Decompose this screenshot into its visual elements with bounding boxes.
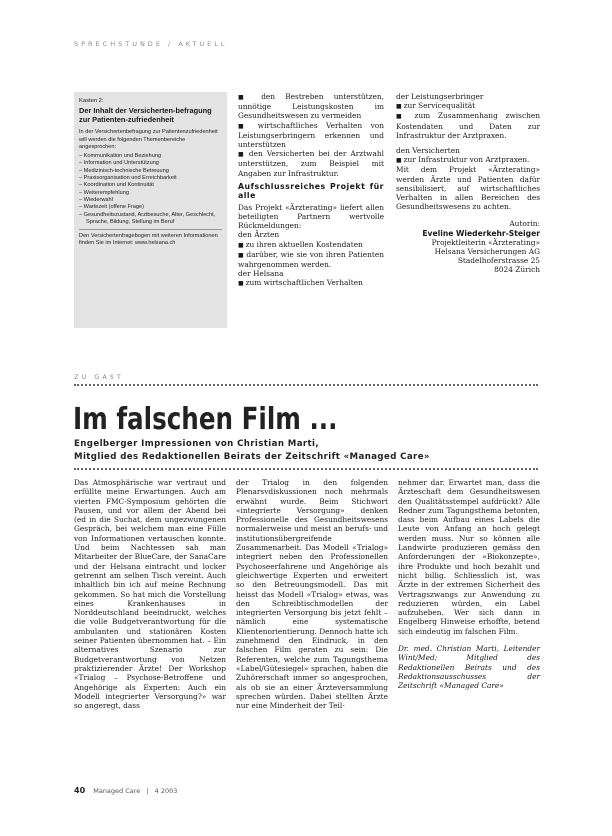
top-column-3 (396, 92, 540, 275)
box-list-item: – Weiterempfehlung (79, 190, 222, 197)
author-name: Eveline Wiederkehr-Steiger (422, 228, 540, 238)
box-heading: Der Inhalt der Versicherten-befragung zur Patienten-zufriedenheit (79, 106, 212, 125)
author-line: Projektleiterin «Ärzterating» (431, 237, 540, 247)
box-list-item: – Wartezeit (offene Frage) (79, 204, 222, 211)
bullet-item: ■ den Versicherten bei der Arztwahl unterstützen, zum Beispiel mit Angaben zur Infrastruktur. (238, 149, 384, 178)
box-list-item: – Information und Unterstützung (79, 160, 222, 167)
box-list-item: – Medizinisch-technische Betreuung (79, 168, 222, 175)
page-number: 40 (74, 786, 86, 795)
page-footer: 40 Managed Care | 4 2003 (74, 786, 178, 795)
group-label: der Helsana (238, 269, 284, 279)
article-column-2 (236, 478, 388, 710)
bullet-item: ■ zur Infrastruktur von Arztpraxen. (396, 155, 540, 165)
box-list-item: – Kommunikation und Beziehung (79, 153, 222, 160)
box-intro: In der Versichertenbefragung zur Patientenzufriedenheit will werden die folgenden Themenbereiche angesprochen: (79, 129, 218, 150)
article-kicker: ZU GAST (74, 373, 124, 381)
box-list-item: – Koordination und Kontinuität (79, 182, 222, 189)
bullet-item: ■ zu ihren aktuellen Kostendaten (238, 240, 384, 250)
author-line: Helsana Versicherungen AG (434, 247, 540, 257)
box-list (79, 153, 222, 226)
article-text: Das Atmosphärische war vertraut und erfüllte meine Erwartungen. Auch am vierten FMC-Symposium gehörten die Pausen, und vor allem der Abend bei (ed in die Suchat, dem ungezwungenen Gespräch, bei welchem man eine Fülle von Informationen vertauschen konnte. Und beim Nachtessen sah man Mitarbeiter der BlueCare, der SanaCare und der Helsana eintracht und locker getrennt am selben Tisch vereint. Auch inhaltlich bin ich auf meine Rechnung gekommen. So hat mich die Vorstellung eines Krankenhauses in Norddeutschland beeindruckt, welches die volle Budgetverantwortung für die ambulanten und stationären Kosten seiner Patienten übernommen hat. – Ein alternatives Szenario zur Budgetverantwortung von Netzen praktizierender Ärzte! Der Workshop «Trialog – Psychose-Betroffene und Angehörige als Experten: Auch ein Modell integrierter Versorgung?» war so angeregt, dass (74, 478, 226, 711)
article-column-3 (398, 478, 540, 691)
bullet-item: ■ den Bestreben unterstützen, unnötige Leistungskosten im Gesundheitswesen zu vermeiden (238, 92, 384, 121)
box-label: Kasten 2: (79, 98, 104, 104)
issue-number: 4 2003 (154, 787, 178, 795)
group-label: den Ärzten (238, 230, 280, 240)
article-subtitle: Engelberger Impressionen von Christian Marti, (74, 439, 320, 449)
bullet-item: ■ zur Servicequalität (396, 101, 540, 111)
paragraph: Mit dem Projekt «Ärzterating» werden Ärzte und Patienten dafür sensibilisiert, auf wirtschaftliches Verhalten in allen Bereichen des Gesundheitswesens zu achten. (396, 165, 540, 212)
author-line: 8024 Zürich (494, 265, 540, 275)
section-heading: Aufschlussreiches Projekt für alle (238, 181, 384, 201)
box-list-item: – Praxisorganisation und Erreichbarkeit (79, 175, 222, 182)
bullet-item: ■ zum wirtschaftlichen Verhalten (238, 278, 384, 288)
paragraph: der Leistungserbringer (396, 92, 484, 101)
author-line: Stadelhoferstrasse 25 (457, 256, 540, 266)
article-text: nehmer dar. Erwartet man, dass die Ärzteschaft dem Gesundheitswesen den Qualitätsstempel aufdrückt? Alle Redner zum Tagungsthema betonten, dass beim Aufbau eines Labels die Leute von Anfang an hoch gelegt werden muss. Nur so können alle Landwirte produzieren gemäss den Anforderungen der «Biokonzepte», ihre Produkte und hoch bezahlt und nicht billig. Schliesslich ist, was Ärzte in der extremen Sicherheit des Vertragszwangs zur Anwendung zu reduzieren würden, ein Label aufzuheben. Wer sich dann in Engelberg Hinweise erhoffte, betend sich eindeutig im falschen Film. (398, 478, 540, 636)
section-kicker: SPRECHSTUNDE / AKTUELL (74, 40, 228, 48)
article-column-1 (74, 478, 226, 710)
article-title: Im falschen Film ... (73, 402, 338, 437)
bullet-item: ■ wirtschaftliches Verhalten von Leistungserbringern erkennen und unterstützen (238, 121, 384, 150)
bullet-item: ■ darüber, wie sie von ihren Patienten wahrgenommen werden. (238, 250, 384, 269)
group-label: den Versicherten (396, 146, 460, 156)
bullet-item: ■ zum Zusammenhang zwischen Kostendaten und Daten zur Infrastruktur der Arztpraxen. (396, 111, 540, 140)
box-list-item: – Wiederwahl (79, 197, 222, 204)
box-list-item: – Gesundheitszustand, Arztbesuche, Alter, Geschlecht, Sprache, Bildung, Stellung im Beruf (79, 212, 222, 227)
info-box (74, 92, 227, 328)
article-text: der Trialog in den folgenden Plenarsvdiskussionen noch mehrmals erwähnt wurde. Beim Stichwort «integrierte Versorgung» denken Professionelle des Gesundheitswesens normalerweise und meist an berufs- und institutionsübergreifende Zusammenarbeit. Das Modell «Trialog» integriert neben den Professionellen Psychoseerfahrene und Angehörige als gleichwertige Experten und erweitert so den Betreuungsmodell. Das mit heisst das Modell «Trialog» etwas, was den Schreibtischmodellen der integrierten Versorgung bis jetzt fehlt – nämlich eine systematische Klientenorientierung. Dennoch hatte ich zunehmend den Eindruck, in den falschen Film geraten zu sein: Die Referenten, welche zum Tagungsthema «Label/Gütesiegel» sprachen, haben die Zuhörerschaft immer so angesprochen, als ob sie an einer Ärzteversammlung sprechen würden. Dabei stellten Ärzte nur eine Minderheit der Teil- (236, 478, 389, 711)
box-divider (79, 229, 222, 230)
box-footer: Den Versichertenfragebogen mit weiteren Informationen finden Sie im Internet: www.helsana.ch (79, 233, 218, 247)
dotted-divider (74, 384, 538, 386)
dotted-divider (74, 468, 538, 470)
publication-name: Managed Care (93, 787, 141, 795)
article-subtitle: Mitglied des Redaktionellen Beirats der Zeitschrift «Managed Care» (74, 452, 430, 462)
author-note: Dr. med. Christian Marti, Leitender Wint/Med; Mitglied des Redaktionellen Beirats und des Redaktionsausschusses der Zeitschrift «Managed Care» (398, 644, 540, 691)
author-label: Autorin: (509, 219, 540, 229)
top-column-2 (238, 92, 384, 289)
paragraph: Das Projekt «Ärzterating» liefert allen beteiligten Partnern wertvolle Rückmeldungen: (238, 202, 384, 231)
